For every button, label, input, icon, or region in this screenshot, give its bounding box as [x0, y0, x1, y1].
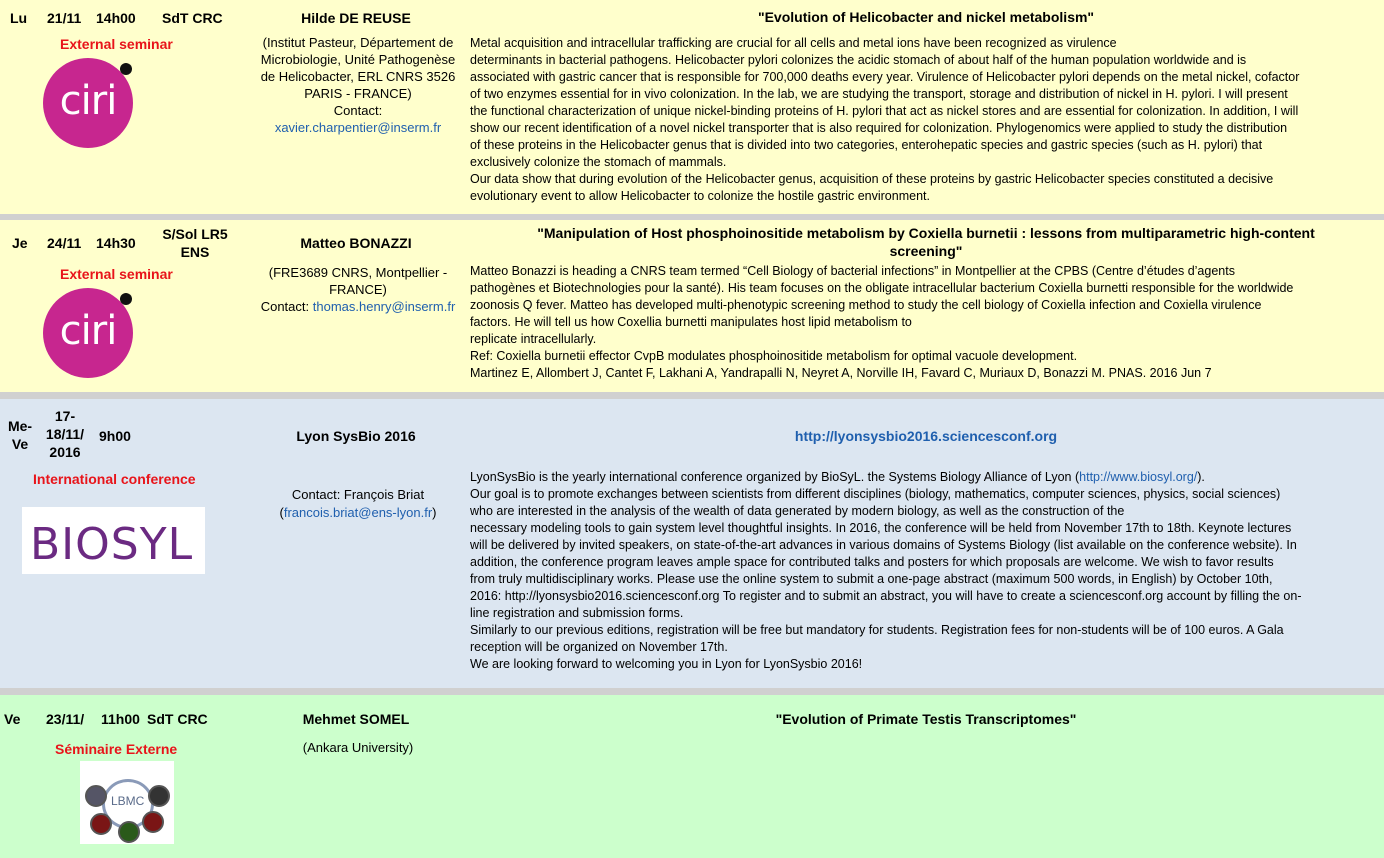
talk-title: "Evolution of Helicobacter and nickel metabolism" — [757, 9, 1095, 25]
event-day: Ve — [4, 711, 21, 727]
speaker-name: Hilde DE REUSE — [301, 10, 411, 26]
ciri-logo-text: ciri — [59, 308, 117, 354]
conference-contact: Contact: François Briat (francois.briat@ens-lyon.fr) — [279, 487, 437, 520]
event-type-label: External seminar — [60, 266, 173, 282]
event-time: 14h30 — [96, 235, 136, 251]
event-time: 11h00 — [101, 711, 140, 727]
ciri-logo-text: ciri — [59, 78, 117, 124]
lbmc-logo-text: LBMC — [111, 794, 145, 808]
event-time: 9h00 — [99, 428, 131, 444]
event-row-3 — [0, 399, 1384, 688]
row-divider — [0, 392, 1384, 399]
speaker-affiliation: (FRE3689 CNRS, Montpellier - FRANCE) Contact: thomas.henry@inserm.fr — [260, 265, 456, 314]
event-day: Je — [12, 235, 28, 251]
event-date: 24/11 — [47, 235, 82, 251]
event-room: SdT CRC — [162, 10, 223, 26]
conference-website-link[interactable]: http://lyonsysbio2016.sciencesconf.org — [794, 428, 1058, 444]
talk-title: "Manipulation of Host phosphoinositide metabolism by Coxiella burnetii : lessons from multiparametric high-content screening" — [537, 225, 1315, 259]
event-type-label: International conference — [33, 471, 196, 487]
contact-label: Contact: — [260, 299, 310, 314]
contact-email-link[interactable]: thomas.henry@inserm.fr — [312, 299, 456, 314]
contact-label: Contact: — [333, 103, 383, 118]
event-room: SdT CRC — [147, 711, 208, 727]
biosyl-link[interactable]: http://www.biosyl.org/ — [1079, 470, 1198, 484]
conference-name: Lyon SysBio 2016 — [296, 428, 416, 444]
contact-email-link[interactable]: francois.briat@ens-lyon.fr — [283, 505, 433, 520]
event-day: Me- Ve — [7, 418, 33, 452]
talk-description: Metal acquisition and intracellular trafficking are crucial for all cells and metal ions have been recognized as virulence determinants in bacterial pathogens. Helicobacter pylori colonizes the acidic stomach of about half of the human population worldwide and is associated with gastric cancer that is responsible for 700,000 deaths every year. Virulence of Helicobacter pylori depends on the metal nickel, cofactor of two enzymes essential for in vivo colonization. In the lab, we are studying the transport, storage and distribution of nickel in H. pylori. I will present the functional characterization of unique nickel-binding proteins of H. pylori that act as nickel stores and are essential for colonization. In addition, I will show our recent identification of a novel nickel transporter that is also required for colonization. Phylogenomics were applied to study the distribution of these proteins in the Helicobacter genus that is divided into two categories, enterohepatic species and gastric species (such as H. pylori) that exclusively colonize the stomach of mammals. Our data show that during evolution of the Helicobacter genus, acquisition of these proteins by gastric Helicobacter species constituted a decisive evolutionary event to allow Helicobacter to colonize the hostile gastric environment. — [470, 36, 1300, 203]
event-day: Lu — [10, 10, 28, 26]
lbmc-logo — [80, 761, 174, 844]
speaker-affiliation: (Ankara University) — [302, 740, 414, 755]
ciri-logo — [43, 288, 133, 378]
ciri-logo — [43, 58, 133, 148]
speaker-name: Mehmet SOMEL — [302, 711, 410, 727]
event-date: 23/11/ — [46, 711, 85, 727]
biosyl-logo — [22, 507, 205, 574]
event-date: 21/11 — [47, 10, 82, 26]
event-type-label: External seminar — [60, 36, 173, 52]
biosyl-logo-text: BIOSYL — [30, 519, 194, 570]
row-divider — [0, 688, 1384, 695]
talk-title: "Evolution of Primate Testis Transcriptomes" — [775, 711, 1077, 727]
conference-description: LyonSysBio is the yearly international conference organized by BioSyL. the Systems Biology Alliance of Lyon (http://www.biosyl.org/). Our goal is to promote exchanges between scientists from different disciplines (biology, mathematics, computer sciences, physics, social sciences) who are interested in the analysis of the wealth of data generated by modern biology, as well as the construction of the necessary modeling tools to gain system level thoughtful insights. In 2016, the conference will be held from November 17th to 18th. Keynote lectures will be delivered by invited speakers, on state-of-the-art advances in various domains of Systems Biology (list available on the conference website). In addition, the conference program leaves ample space for contributed talks and posters for which proposals are welcome. We wish to favor results from truly multidisciplinary works. Please use the online system to submit a one-page abstract (maximum 500 words, in English) by October 10th, 2016: http://lyonsysbio2016.sciencesconf.org To register and to submit an abstract, you will have to create a sciencesconf.org account by filling the on- line registration and submission forms. Similarly to our previous editions, registration will be free but mandatory for students. Registration fees for non-students will be of 100 euros. A Gala reception will be organized on November 17th. We are looking forward to welcoming you in Lyon for LyonSysbio 2016! — [470, 470, 1302, 671]
event-row-2 — [0, 220, 1384, 392]
speaker-affiliation: (Institut Pasteur, Département de Microbiologie, Unité Pathogenèse de Helicobacter, ERL CNRS 3526 PARIS - FRANCE) Contact: xavier.charpentier@inserm.fr — [250, 34, 466, 136]
speaker-name: Matteo BONAZZI — [300, 235, 412, 251]
event-room: S/Sol LR5 ENS — [162, 226, 228, 260]
event-row-4 — [0, 695, 1384, 858]
event-date: 17- 18/11/ 2016 — [45, 408, 85, 460]
contact-email-link[interactable]: xavier.charpentier@inserm.fr — [274, 120, 442, 135]
event-time: 14h00 — [96, 10, 136, 26]
event-type-label: Séminaire Externe — [55, 741, 178, 757]
talk-description: Matteo Bonazzi is heading a CNRS team termed “Cell Biology of bacterial infections” in Montpellier at the CPBS (Centre d’études d’agents pathogènes et Biotechnologies pour la santé). His team focuses on the obligate intracellular bacterium Coxiella burnetti responsible for the worldwide zoonosis Q fever. Matteo has developed multi-phenotypic screening method to study the cell biology of Coxiella infection and Coxiella virulence factors. He will tell us how Coxellia burnetti manipulates host lipid metabolism to replicate intracellularly. Ref: Coxiella burnetii effector CvpB modulates phosphoinositide metabolism for optimal vacuole development. Martinez E, Allombert J, Cantet F, Lakhani A, Yandrapalli N, Neyret A, Norville IH, Favard C, Muriaux D, Bonazzi M. PNAS. 2016 Jun 7 — [470, 264, 1294, 380]
event-row-1 — [0, 0, 1384, 214]
